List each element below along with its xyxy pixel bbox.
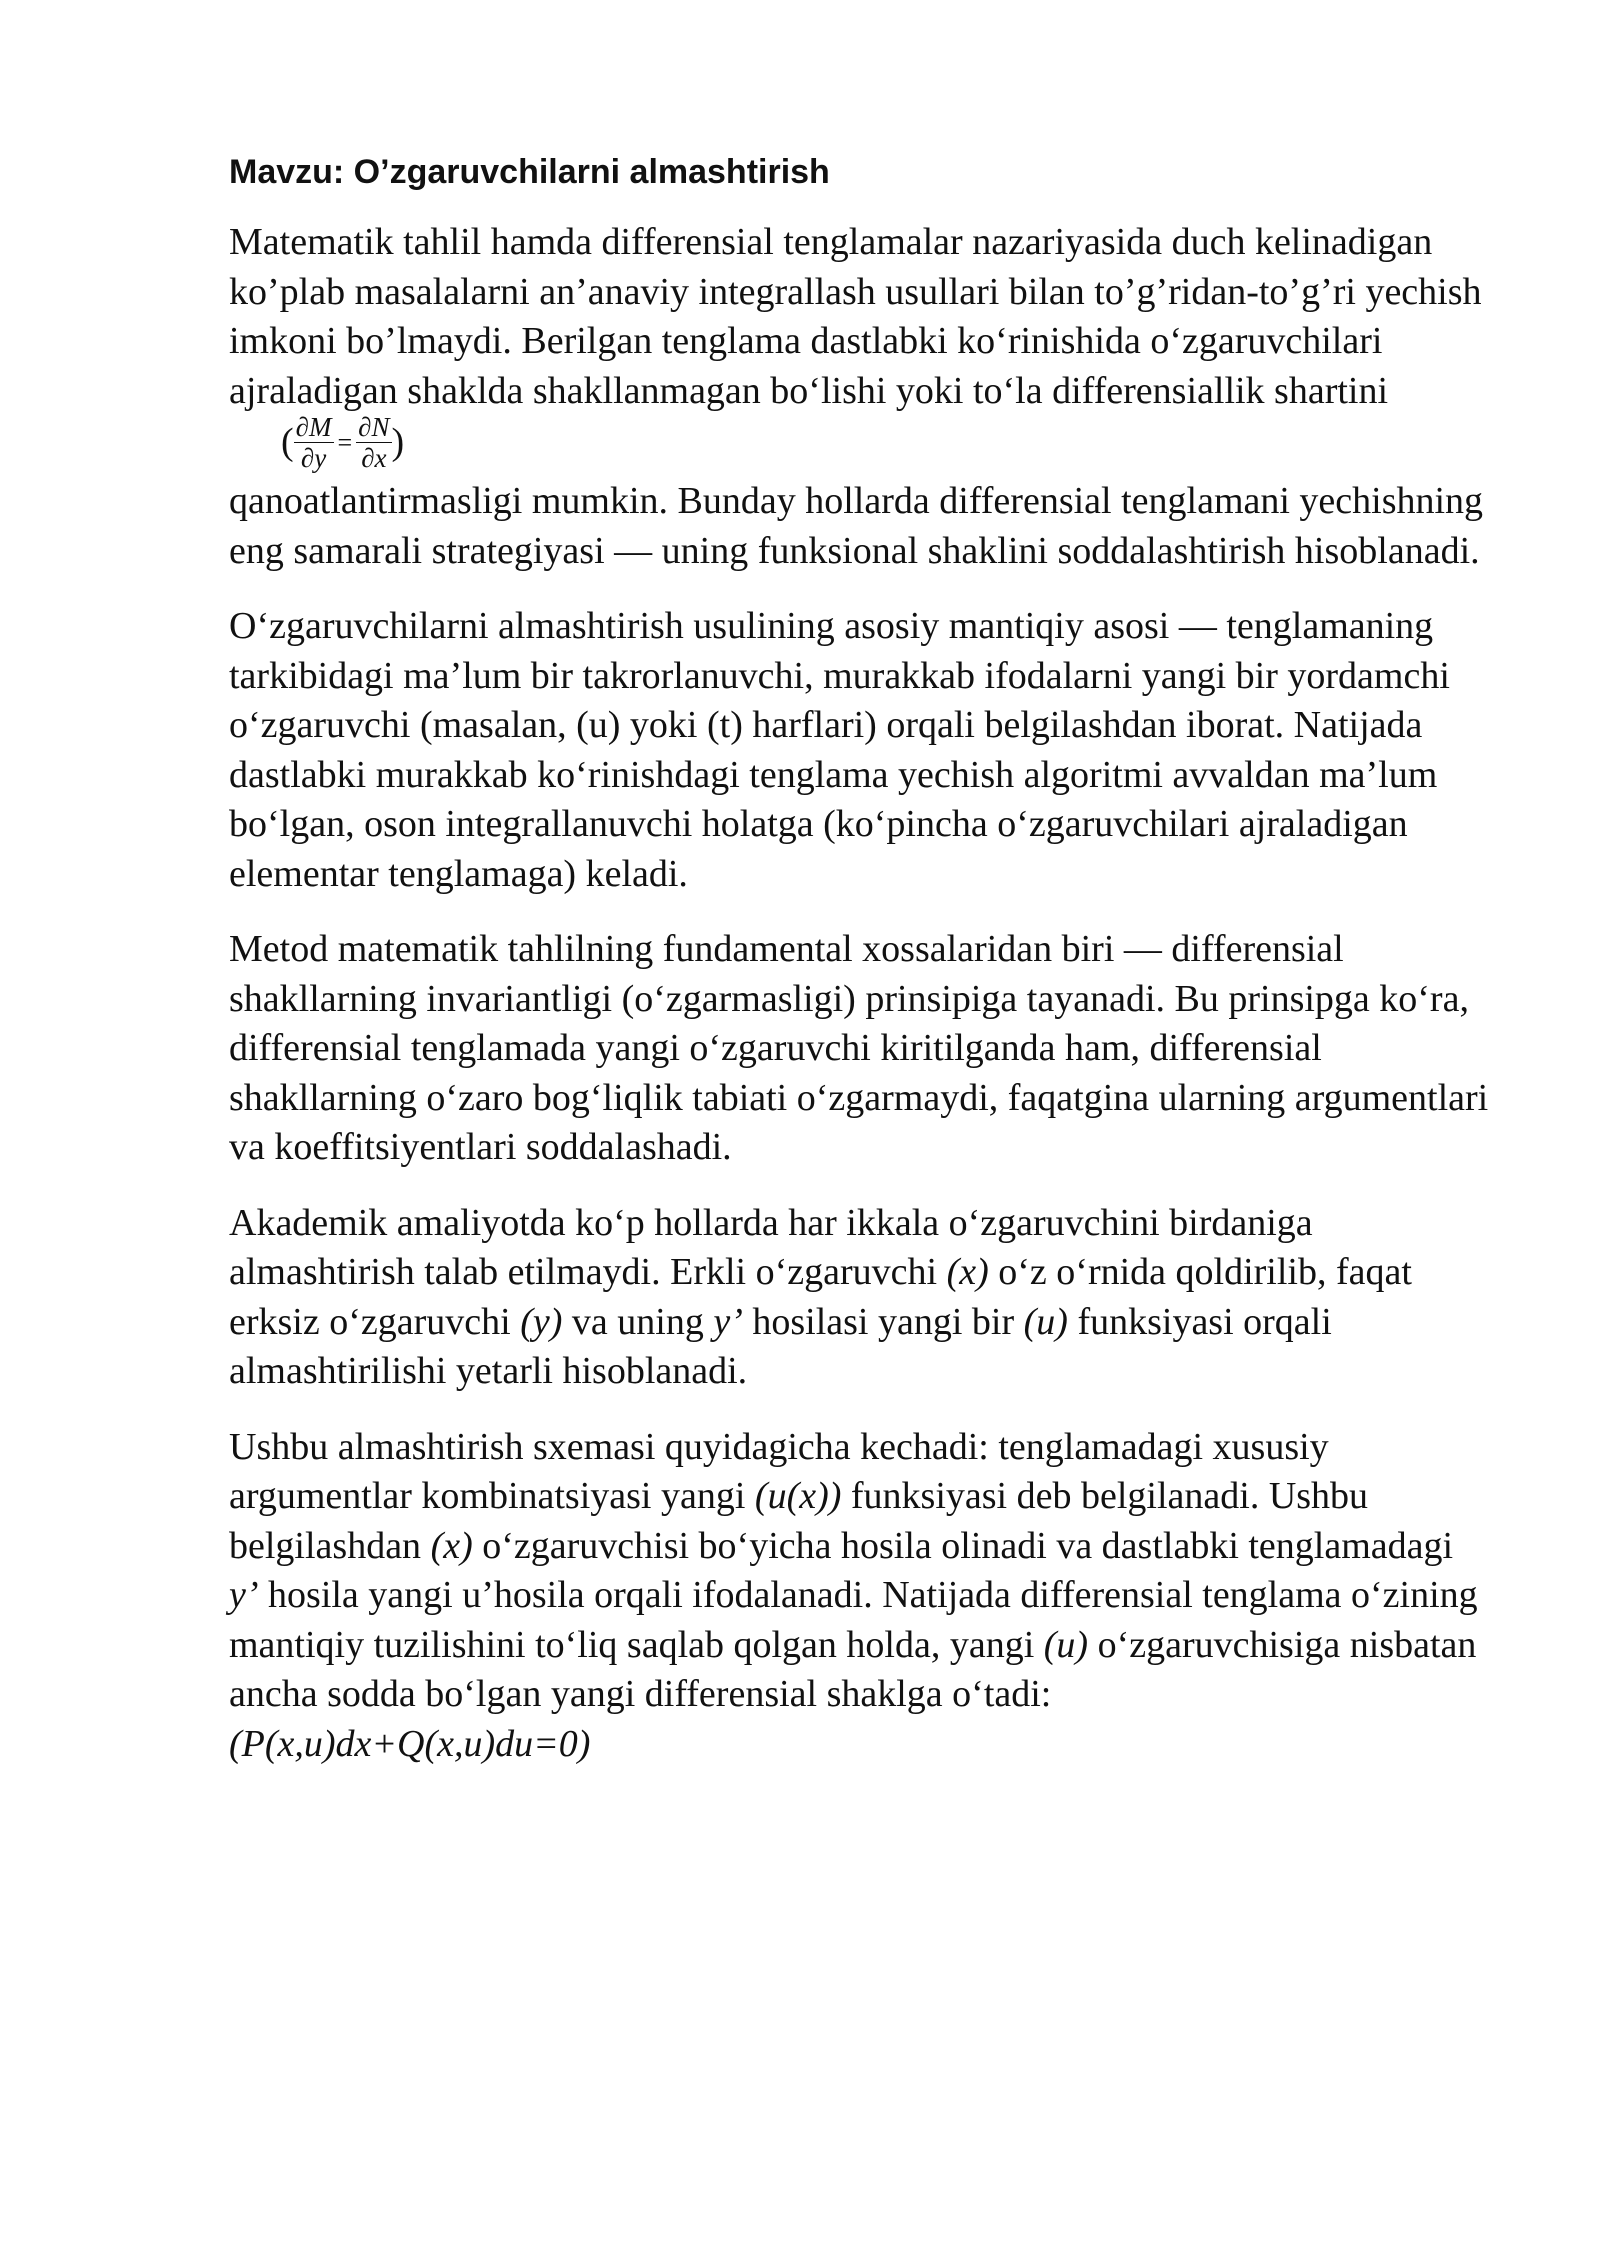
final-equation: (P(x,u)dx+Q(x,u)du=0) — [229, 1722, 591, 1765]
document-title: Mavzu: O’zgaruvchilarni almashtirish — [229, 153, 830, 191]
text-run: hosilasi yangi bir — [742, 1300, 1024, 1343]
fraction-dn-dx — [356, 412, 391, 473]
paragraph-practice — [229, 1199, 1489, 1397]
paragraph-method-basis: O‘zgaruvchilarni almashtirish usulining asosiy mantiqiy asosi — tenglamaning tarkibidagi ma’lum bir takrorlanuvchi, murakkab ifodalarni yangi bir yordamchi o‘zgaruvchi (masalan, (u) yoki (t) harflari) orqali belgilashdan iborat. Natijada dastlabki murakkab ko‘rinishdagi tenglama yechish algoritmi avvaldan ma’lum bo‘lgan, oson integrallanuvchi holatga (ko‘pincha o‘zgaruvchilari ajraladigan elementar tenglamaga) keladi. — [229, 605, 1450, 895]
italic-derivative-y: y’ — [713, 1300, 743, 1343]
italic-variable-y: (y) — [520, 1300, 563, 1343]
fraction-numerator: ∂M — [295, 412, 332, 442]
text-run: funksiyasi deb belgilanadi. Ushbu belgilashdan — [229, 1475, 1369, 1567]
intro-text-end: qanoatlantirmasligi mumkin. Bunday hollarda differensial tenglamani yechishning eng samarali strategiyasi — uning funksional shaklini soddalashtirish hisoblanadi. — [229, 480, 1484, 572]
text-run: o‘z o‘rnida qoldirilib, faqat erksiz o‘zgaruvchi — [229, 1251, 1412, 1343]
fraction-denominator: ∂y — [300, 443, 327, 473]
formula-open-paren: ( — [281, 420, 294, 463]
italic-variable-u: (u) — [1023, 1300, 1068, 1343]
paragraph-intro — [229, 218, 1489, 576]
paragraph-invariance: Metod matematik tahlilning fundamental xossalaridan biri — differensial shakllarning invariantligi (o‘zgarmasligi) prinsipiga tayanadi. Bu prinsipga ko‘ra, differensial tenglamada yangi o‘zgaruvchi kiritilganda ham, differensial shakllarning o‘zaro bog‘liqlik tabiati o‘zgarmaydi, faqatgina ularning argumentlari va koeffitsiyentlari soddalashadi. — [229, 928, 1489, 1168]
italic-variable-u: (u) — [1043, 1623, 1089, 1666]
document-page — [229, 150, 1489, 1795]
fraction-numerator: ∂N — [358, 412, 390, 442]
paragraph-scheme — [229, 1423, 1489, 1770]
fraction-denominator: ∂x — [361, 443, 387, 473]
italic-variable-x: (x) — [430, 1524, 473, 1567]
formula-equals: = — [337, 427, 353, 457]
text-run: o‘zgaruvchisi bo‘yicha hosila olinadi va dastlabki tenglamadagi — [472, 1524, 1454, 1567]
formula-close-paren: ) — [391, 420, 405, 463]
text-run: Akademik amaliyotda ko‘p hollarda har ikkala o‘zgaruvchini birdaniga almashtirish talab etilmaydi. Erkli o‘zgaruvchi — [229, 1201, 1313, 1293]
italic-derivative-y: y’ — [229, 1574, 259, 1616]
italic-variable-x: (x) — [946, 1251, 989, 1293]
total-differential-condition-formula — [281, 412, 404, 473]
text-run: va uning — [562, 1300, 714, 1343]
text-run: funksiyasi orqali almashtirilishi yetarli hisoblanadi. — [229, 1300, 1332, 1392]
text-run: Ushbu almashtirish sxemasi quyidagicha kechadi: tenglamadagi xususiy argumentlar kombinatsiyasi yangi — [229, 1425, 1329, 1517]
text-run: hosila yangi u’hosila orqali ifodalanadi. Natijada differensial tenglama o‘zining mantiqiy tuzilishini to‘liq saqlab qolgan holda, yangi — [229, 1574, 1478, 1666]
fraction-dm-dy — [294, 412, 334, 473]
intro-text-start: Matematik tahlil hamda differensial tenglamalar nazariyasida duch kelinadigan ko’plab masalalarni an’anaviy integrallash usullari bilan to’g’ridan-to’g’ri yechish imkoni bo’lmaydi. Berilgan tenglama dastlabki ko‘rinishida o‘zgaruvchilari ajraladigan shaklda shakllanmagan bo‘lishi yoki to‘la differensiallik shartini — [229, 221, 1482, 412]
italic-function-u-of-x: (u(x)) — [754, 1475, 842, 1517]
text-run: o‘zgaruvchisiga nisbatan ancha sodda bo‘lgan yangi differensial shaklga o‘tadi: — [229, 1623, 1477, 1715]
